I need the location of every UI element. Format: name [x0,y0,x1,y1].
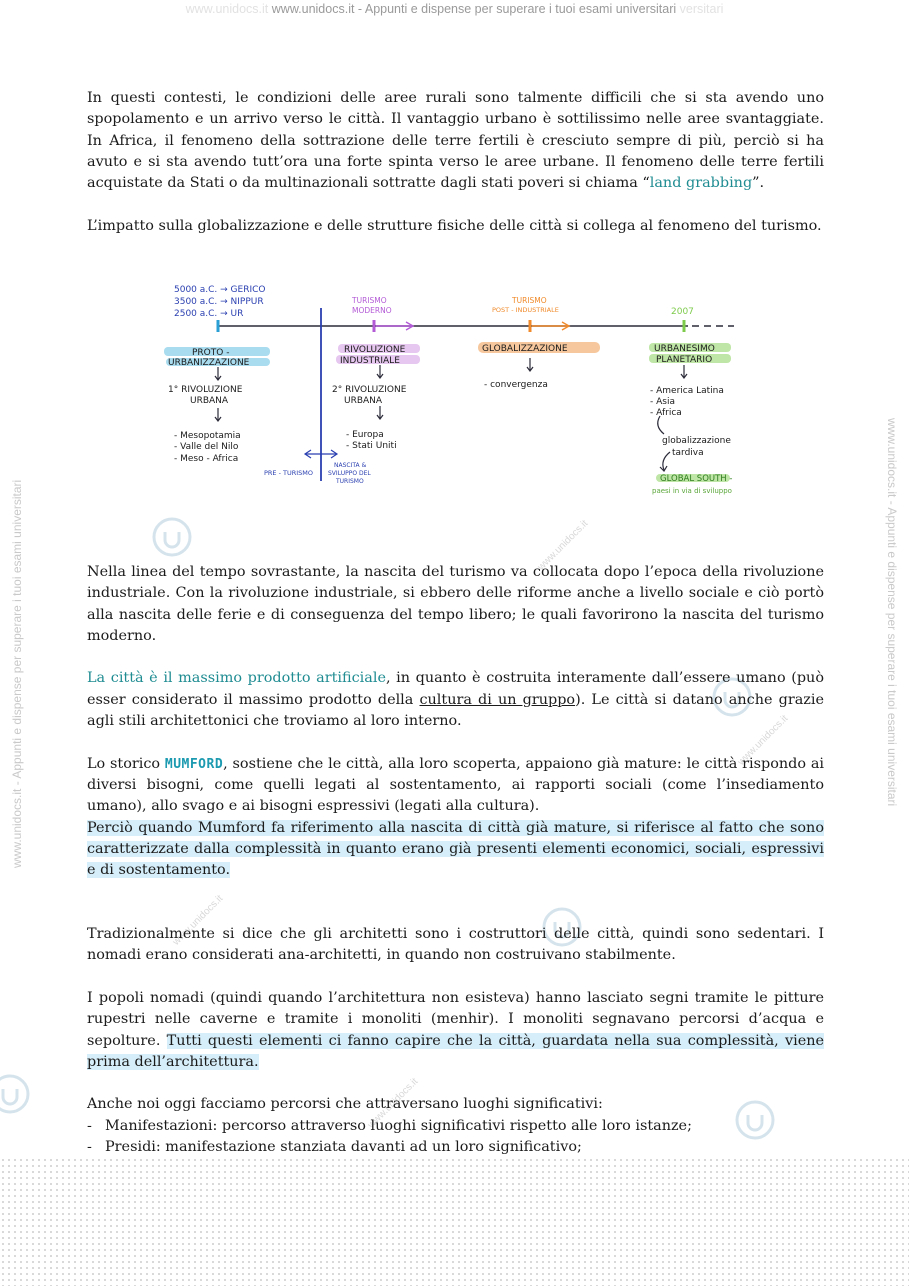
arrow-to-glob-tardiva [658,416,664,434]
label-turismo-moderno-1: TURISMO [352,296,387,305]
label-globalizzazione: GLOBALIZZAZIONE [482,344,568,354]
rev1-item-0: - Mesopotamia [174,431,241,441]
label-glob-tardiva-2: tardiva [672,448,704,458]
rev1-item-1: - Valle del Nilo [174,442,239,452]
watermark-text: www.unidocs.it [535,518,591,573]
highlight-nomads: Tutti questi elementi ci fanno capire che la città, guardata nella sua complessità, viene prima dell’architettura. [87,1032,825,1070]
label-turismo-post-1: TURISMO [512,296,547,305]
term-land-grabbing: land grabbing [649,175,753,192]
label-proto-2: URBANIZZAZIONE [168,358,250,368]
preview-fade-overlay [0,1157,909,1286]
label-rev1-1: 1° RIVOLUZIONE [168,385,243,395]
header-text[interactable]: www.unidocs.it - Appunti e dispense per superare i tuoi esami universitari [271,2,677,16]
label-urb-plan-2: PLANETARIO [656,355,713,365]
watermark-text: www.unidocs.it [365,1076,421,1131]
date-nippur: 3500 a.C. → NIPPUR [174,297,264,307]
label-riv-ind-2: INDUSTRIALE [340,356,400,366]
term-mumford: MUMFORD [164,756,224,772]
paragraph-impact: L’impatto sulla globalizzazione e delle strutture fisiche delle città si collega al fenomeno del turismo. [87,217,822,234]
term-city-artificial: La città è il massimo prodotto artificiale [87,670,386,687]
paragraph-architects: Tradizionalmente si dice che gli architetti sono i costruttori delle città, quindi sono sedentari. I nomadi erano considerati ana-architetti, in quando non costruivano stabilmente. [87,926,824,964]
paragraph-city-artificial [87,668,824,732]
paragraph-paths: Anche noi oggi facciamo percorsi che attraversano luoghi significativi: [87,1096,603,1113]
rev2-item-1: - Stati Uniti [346,441,397,451]
rev2-item-0: - Europa [346,430,384,440]
document-body-continued [87,562,824,1158]
highlight-mumford: Perciò quando Mumford fa riferimento alla nascita di città già mature, si riferisce al fatto che sono caratterizzate dalla complessità in quanto erano già presenti elementi economici, sociali, espressivi e di sostentamento. [87,819,824,879]
paragraph-mumford-b: , sostiene che le città, alla loro scoperta, appaiono già mature: le città rispondo ai diversi bisogni, come quelli legati al sostentamento, ai rapporti sociali (come l’insediamento umano), allo svago e ai bisogni espressivi (legati alla cultura). [87,755,824,815]
label-rev1-2: URBANA [190,396,229,406]
document-body [87,88,824,258]
label-proto-1: PROTO - [192,348,230,358]
label-convergenza: - convergenza [484,380,548,390]
side-watermark-left: www.unidocs.it - Appunti e dispense per superare i tuoi esami universitari [10,479,24,868]
header-ghost-right: versitari [679,2,724,16]
list-item: - Presidi: manifestazione stanziata davanti ad un loro significativo; [87,1137,824,1158]
label-global-south: GLOBAL SOUTH - [660,474,733,484]
rev1-item-2: - Meso - Africa [174,454,239,464]
watermark-text: www.unidocs.it [170,893,226,948]
date-ur: 2500 a.C. → UR [174,309,244,319]
paragraph-rural-text: In questi contesti, le condizioni delle aree rurali sono talmente difficili che si sta avendo uno spopolamento e un arrivo verso le città. Il vantaggio urbano è sottilissimo nelle aree svantaggiate. In Africa, il fenomeno della sottrazione delle terre fertili è cresciuto sempre di più, perciò si ha avuto e si sta avendo tutt’ora una forte spinta verso le aree urbane. Il fenomeno delle terre fertili acquistate da Stati o da multinazionali sottratte dagli stati poveri si chiama “ [87,90,824,192]
paragraph-mumford [87,754,824,882]
watermark-logo-icon [150,515,194,559]
paragraph-rural-end: ”. [752,175,765,192]
paragraph-timeline: Nella linea del tempo sovrastante, la nascita del turismo va collocata dopo l’epoca della rivoluzione industriale. Con la rivoluzione industriale, si ebbero delle riforme anche a livello sociale e ciò portò alla nascita delle ferie e di conseguenza del tempo libero; le quali favorirono la nascita del turismo moderno. [87,564,824,644]
urb-item-1: - Asia [650,397,675,407]
underlined-culture: cultura di un gruppo [419,691,576,708]
label-rev2-1: 2° RIVOLUZIONE [332,385,407,395]
label-nascita-3: TURISMO [336,478,364,485]
list-item: - Manifestazioni: percorso attraverso luoghi significativi rispetto alle loro istanze; [87,1116,824,1137]
paragraph-city-artificial-a: , in quanto è costruita interamente dall’essere umano (può esser considerato il massimo prodotto della [87,670,824,708]
label-glob-tardiva-1: globalizzazione [662,436,731,446]
label-urb-plan-1: URBANESIMO [654,344,715,354]
down-arrows [215,358,687,421]
label-year-2007: 2007 [671,307,694,317]
timeline-diagram [160,276,772,504]
label-nascita-2: SVILUPPO DEL [328,470,371,477]
label-rev2-2: URBANA [344,396,383,406]
label-paesi: paesi in via di sviluppo [652,487,732,495]
urb-item-0: - America Latina [650,386,724,396]
paths-list [87,1116,824,1159]
paragraph-nomads-a: I popoli nomadi (quindi quando l’architettura non esisteva) hanno lasciato segni tramite le pitture rupestri nelle caverne e tramite i monoliti (menhir). I monoliti segnavano percorsi d’acqua e sepolture. [87,989,824,1049]
urb-item-2: - Africa [650,408,682,418]
paragraph-rural [87,88,824,194]
watermark-text: www.unidocs.it [735,713,791,768]
label-nascita-1: NASCITA & [334,462,367,469]
side-watermark-right: www.unidocs.it - Appunti e dispense per superare i tuoi esami universitari [885,418,899,807]
watermark-logo-icon [0,1072,32,1116]
date-gerico: 5000 a.C. → GERICO [174,285,266,295]
label-turismo-post-2: POST - INDUSTRIALE [492,306,559,314]
paragraph-city-artificial-b: ). Le città si datano anche grazie agli stili architettonici che troviamo al loro interno. [87,691,824,730]
header-ghost-left: www.unidocs.it [185,2,269,16]
page-header [0,2,909,16]
paragraph-nomads [87,988,824,1073]
label-pre-turismo: PRE - TURISMO [264,469,314,477]
paragraph-mumford-a: Lo storico [87,755,165,772]
label-turismo-moderno-2: MODERNO [352,306,392,315]
label-riv-ind-1: RIVOLUZIONE [344,345,406,355]
